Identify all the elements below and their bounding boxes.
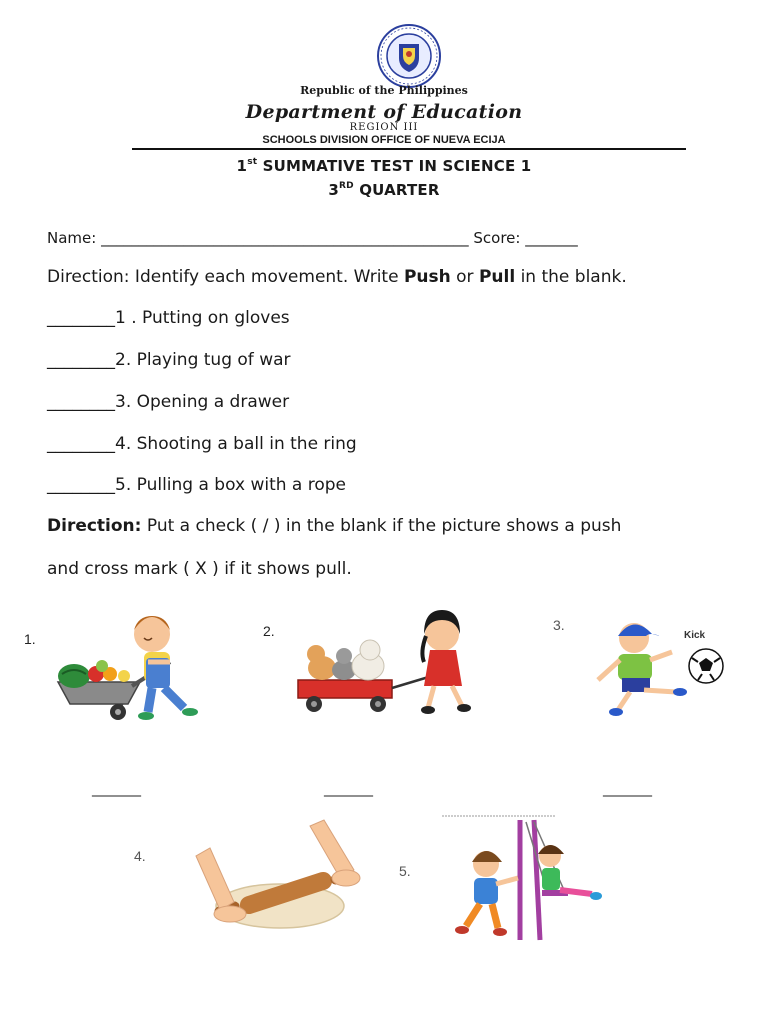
- picture-number-1: 1.: [24, 631, 36, 647]
- republic-text: Republic of the Philippines: [300, 84, 468, 97]
- hands-rolling-dough-image: [190, 818, 362, 936]
- score-field[interactable]: _______: [525, 229, 578, 247]
- answer-blank-2[interactable]: _______: [324, 781, 373, 797]
- test-title-text: SUMMATIVE TEST IN SCIENCE 1: [257, 157, 532, 175]
- header-divider: [132, 148, 686, 150]
- test-title-suffix: st: [247, 157, 258, 167]
- question-1[interactable]: ________1 . Putting on gloves: [47, 308, 290, 328]
- department-title: Department of Education: [245, 101, 523, 123]
- part2-direction-label: Direction:: [47, 516, 142, 536]
- name-score-line: [47, 229, 578, 247]
- part1-direction: [47, 267, 627, 287]
- question-3[interactable]: ________3. Opening a drawer: [47, 392, 290, 412]
- answer-blank-3[interactable]: _______: [603, 781, 652, 797]
- picture-number-3: 3.: [553, 617, 565, 633]
- part2-direction-line1: [47, 516, 621, 536]
- name-field[interactable]: _________________________________________________: [101, 229, 469, 247]
- quarter-suffix: RD: [339, 181, 354, 191]
- part2-direction-text: Put a check ( / ) in the blank if the picture shows a push: [141, 516, 622, 536]
- question-4[interactable]: ________4. Shooting a ball in the ring: [47, 434, 357, 454]
- direction-text: Direction: Identify each movement. Write: [47, 267, 404, 287]
- quarter-text: QUARTER: [353, 181, 440, 199]
- picture-number-5: 5.: [399, 863, 411, 879]
- boy-kicking-ball-image: [580, 610, 730, 720]
- answer-blank-1[interactable]: _______: [92, 781, 141, 797]
- boy-pushing-wheelbarrow-image: [52, 600, 210, 725]
- deped-seal-logo: [377, 24, 441, 88]
- test-title-number: 1: [236, 157, 248, 175]
- score-label: Score:: [473, 229, 521, 247]
- boy-pushing-girl-on-swing-image: [436, 812, 608, 944]
- push-word: Push: [403, 267, 451, 287]
- division-text: SCHOOLS DIVISION OFFICE OF NUEVA ECIJA: [262, 134, 506, 146]
- or-word: or: [450, 267, 479, 287]
- quarter-number: 3: [328, 181, 339, 199]
- direction-end: in the blank.: [515, 267, 627, 287]
- picture-number-2: 2.: [263, 623, 275, 639]
- part2-direction-line2: and cross mark ( X ) if it shows pull.: [47, 559, 352, 579]
- pull-word: Pull: [478, 267, 516, 287]
- picture-number-4: 4.: [134, 848, 146, 864]
- quarter-title: [0, 181, 768, 199]
- name-label: Name:: [47, 229, 97, 247]
- test-title: [0, 157, 768, 175]
- region-text: REGION III: [349, 122, 419, 133]
- kick-label: Kick: [684, 630, 706, 641]
- question-2[interactable]: ________2. Playing tug of war: [47, 350, 291, 370]
- girl-pulling-wagon-image: [292, 600, 486, 715]
- question-5[interactable]: ________5. Pulling a box with a rope: [47, 475, 347, 495]
